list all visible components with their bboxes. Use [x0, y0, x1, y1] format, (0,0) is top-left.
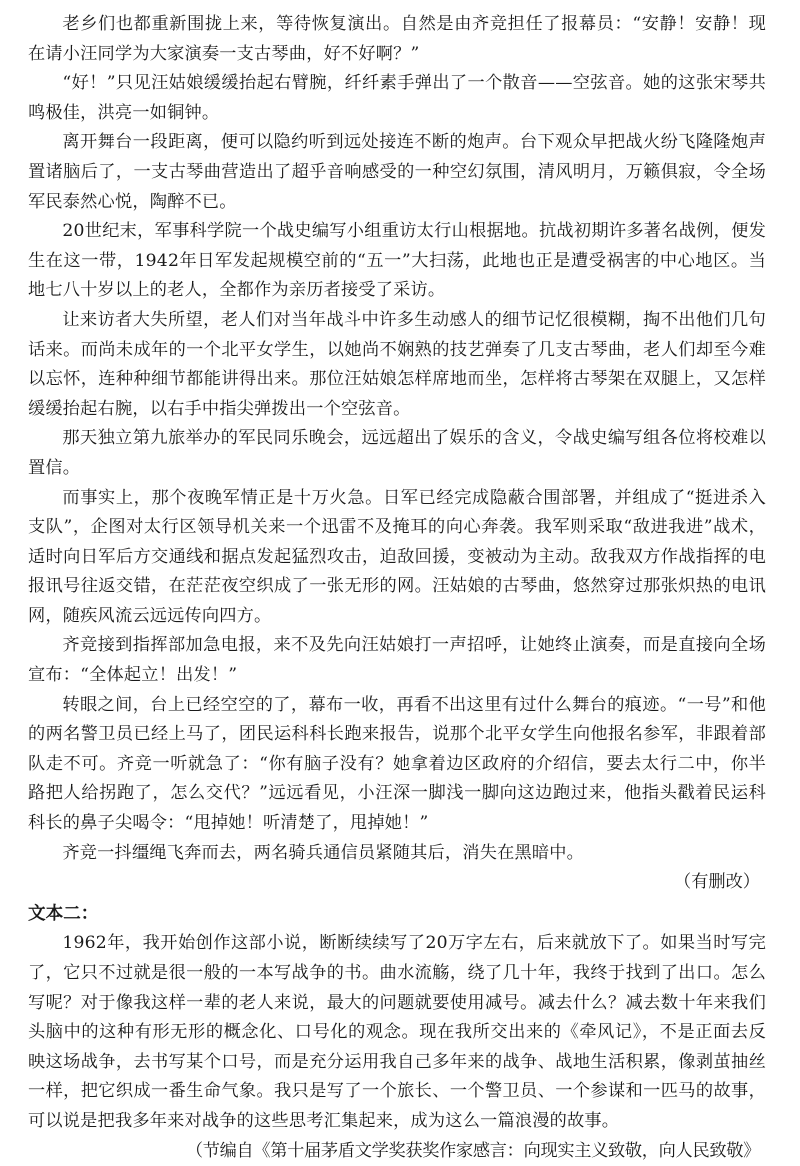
paragraph: 而事实上，那个夜晚军情正是十万火急。日军已经完成隐蔽合围部署，并组成了“挺进杀入支队”，企图对太行区领导机关来一个迅雷不及掩耳的向心奔袭。我军则采取“敌进我进”战术，适时向日军后方交通线和据点发起猛烈攻击，迫敌回援，变被动为主动。敌我双方作战指挥的电报讯号往返交错，在茫茫夜空织成了一张无形的网。汪姑娘的古琴曲，悠然穿过那张炽热的电讯网，随疾风流云远远传向四方。 [28, 487, 766, 626]
paragraph: “好！”只见汪姑娘缓缓抬起右臂腕，纤纤素手弹出了一个散音——空弦音。她的这张宋琴共鸣极佳，洪亮一如铜钟。 [28, 73, 766, 123]
text-two [28, 900, 766, 1166]
paragraph: 1962年，我开始创作这部小说，断断续续写了20万字左右，后来就放下了。如果当时写完了，它只不过就是很一般的一本写战争的书。曲水流觞，绕了几十年，我终于找到了出口。怎么写呢？对于像我这样一辈的老人来说，最大的问题就要使用减号。减去什么？减去数十年来我们头脑中的这种有形无形的概念化、口号化的观念。现在我所交出来的《牵风记》，不是正面去反映这场战争，去书写某个口号，而是充分运用我自己多年来的战争、战地生活积累，像剥茧抽丝一样，把它织成一番生命气象。我只是写了一个旅长、一个警卫员、一个参谋和一匹马的故事，可以说是把我多年来对战争的这些思考汇集起来，成为这么一篇浪漫的故事。 [28, 933, 766, 1131]
paragraph: 老乡们也都重新围拢上来，等待恢复演出。自然是由齐竞担任了报幕员：“安静！安静！现在请小汪同学为大家演奏一支古琴曲，好不好啊？” [28, 14, 766, 64]
paragraph: 转眼之间，台上已经空空的了，幕布一收，再看不出这里有过什么舞台的痕迹。“一号”和他的两名警卫员已经上马了，团民运科科长跑来报告，说那个北平女学生向他报名参军，非跟着部队走不可。齐竞一听就急了：“你有脑子没有？她拿着边区政府的介绍信，要去太行二中，你半路把人给拐跑了，怎么交代？”远远看见，小汪深一脚浅一脚向这边跑过来，他指头戳着民运科科长的鼻子尖喝令：“甩掉她！听清楚了，甩掉她！” [28, 694, 766, 834]
text-one [28, 10, 766, 898]
edit-note: （有删改） [674, 872, 760, 893]
paragraph: 让来访者大失所望，老人们对当年战斗中许多生动感人的细节记忆很模糊，掏不出他们几句话来。而尚未成年的一个北平女学生，以她尚不娴熟的技艺弹奏了几支古琴曲，老人们却至今难以忘怀，连种种细节都能讲得出来。那位汪姑娘怎样席地而坐，怎样将古琴架在双腿上，又怎样缓缓抬起右腕，以右手中指尖弹拨出一个空弦音。 [28, 309, 766, 419]
paragraph: 齐竞接到指挥部加急电报，来不及先向汪姑娘打一声招呼，让她终止演奏，而是直接向全场宣布：“全体起立！出发！” [28, 635, 766, 686]
paragraph: 那天独立第九旅举办的军民同乐晚会，远远超出了娱乐的含义，令战史编写组各位将校难以置信。 [28, 428, 766, 478]
paragraph: 离开舞台一段距离，便可以隐约听到远处接连不断的炮声。台下观众早把战火纷飞隆隆炮声置诸脑后了，一支古琴曲营造出了超乎音响感受的一种空幻氛围，清风明月，万籁俱寂，令全场军民泰然心悦，陶醉不已。 [28, 132, 766, 212]
source-citation: （节编自《第十届茅盾文学奖获奖作家感言：向现实主义致敬，向人民致敬》 [185, 1140, 760, 1161]
paragraph: 20世纪末，军事科学院一个战史编写小组重访太行山根据地。抗战初期许多著名战例，便发生在这一带，1942年日军发起规模空前的“五一”大扫荡，此地也正是遭受祸害的中心地区。当地七八十岁以上的老人，全都作为亲历者接受了采访。 [28, 221, 766, 301]
section-heading: 文本二： [28, 903, 99, 924]
paragraph: 齐竞一抖缰绳飞奔而去，两名骑兵通信员紧随其后，消失在黑暗中。 [62, 842, 585, 863]
